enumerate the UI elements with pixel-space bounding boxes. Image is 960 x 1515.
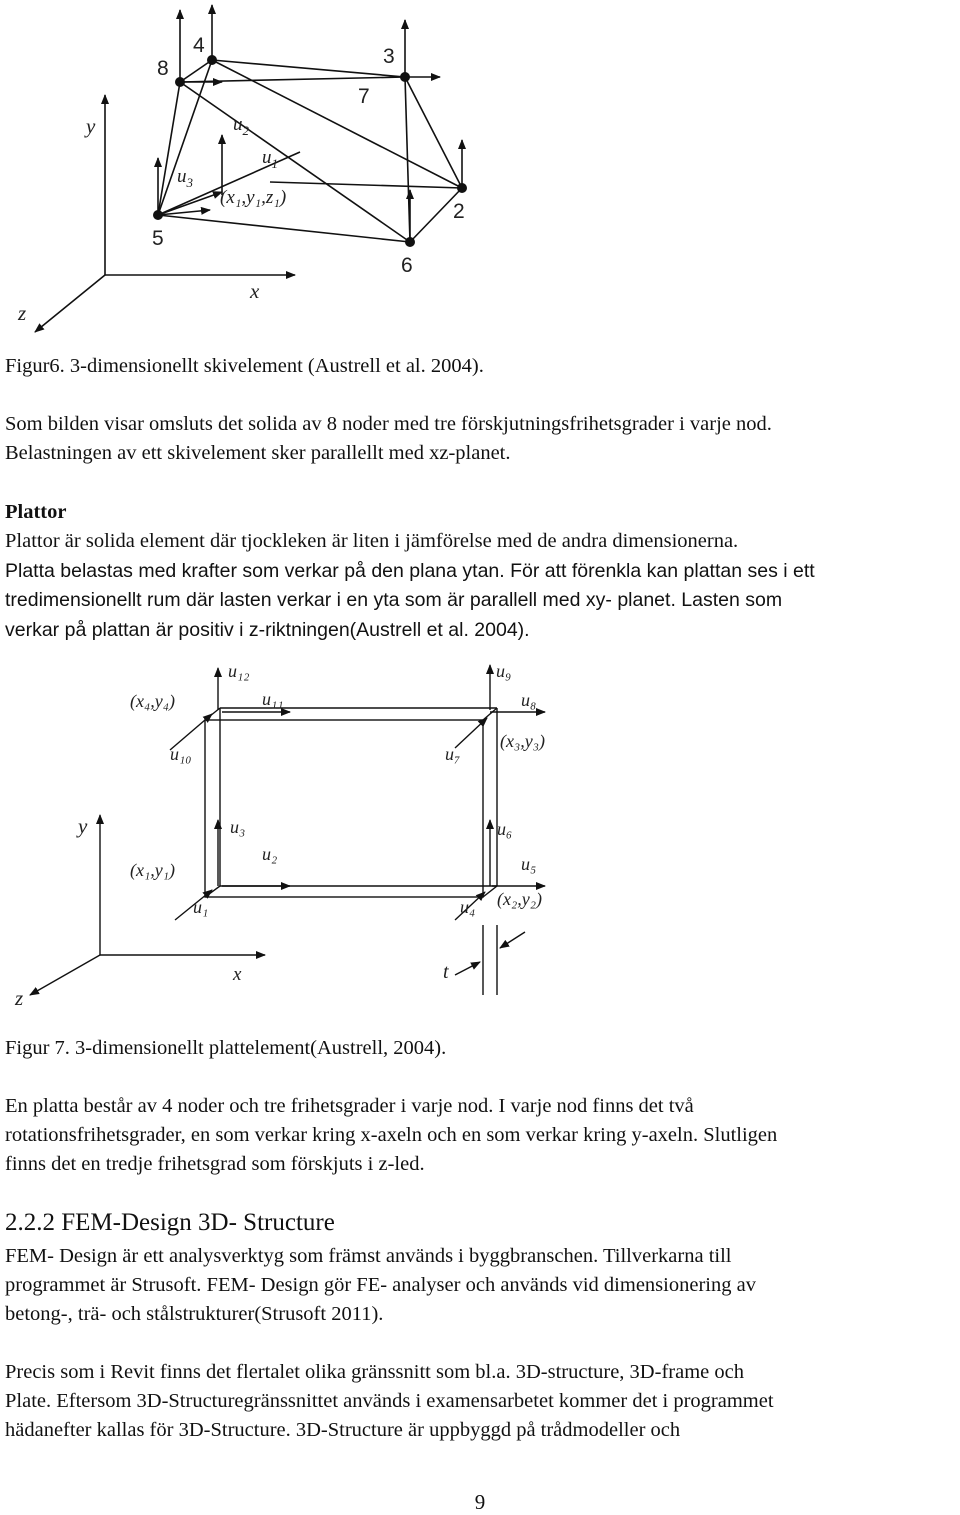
figure-7-plate-element <box>0 650 960 1020</box>
thickness-label: t <box>443 961 449 983</box>
axis-label-z: z <box>15 986 24 1010</box>
paragraph-3-line-3: hädanefter kallas för 3D-Structure. 3D-Structure är uppbyggd på trådmodeller och <box>5 1419 681 1441</box>
plattor-line-2: Platta belastas med krafter som verkar på den plana ytan. För att förenkla kan plattan ses i ett <box>5 560 815 582</box>
paragraph-3-line-2: Plate. Eftersom 3D-Structuregränssnittet används i examensarbetet kommer det i programmet <box>5 1390 774 1412</box>
dof-label-u1: $u_1$ <box>262 147 278 171</box>
coord-label-node-1: (x₁,y₁) <box>130 860 175 880</box>
section-line-3: betong-, trä- och stålstrukturer(Strusoft 2011). <box>5 1303 384 1325</box>
dof-label-u10: u₁₀ <box>170 744 192 764</box>
node-dots <box>153 55 467 247</box>
dof-label-u3: $u_3$ <box>177 166 193 190</box>
node-label-4: 4 <box>193 34 205 57</box>
dof-label-u4: u₄ <box>460 897 476 917</box>
coord-label-node-4: (x₄,y₄) <box>130 691 175 711</box>
dof-label-u11: u₁₁ <box>262 689 284 709</box>
dof-label-u2: $u_2$ <box>233 114 249 138</box>
dof-label-u8: u₈ <box>521 690 537 710</box>
dof-label-u5: u₅ <box>521 854 537 874</box>
section-heading: 2.2.2 FEM-Design 3D- Structure <box>5 1209 335 1236</box>
dof-label-u7: u₇ <box>445 744 461 764</box>
node-label-8: 8 <box>157 57 169 80</box>
dof-label-u9: u₉ <box>496 661 512 681</box>
dof-label-u3: u₃ <box>230 817 246 837</box>
paragraph-1-line-1: Som bilden visar omsluts det solida av 8 noder med tre förskjutningsfrihetsgrader i varje nod. <box>5 413 772 435</box>
axis-label-z: z <box>18 301 27 325</box>
axis-label-y: y <box>78 814 88 838</box>
paragraph-2-line-1: En platta består av 4 noder och tre frihetsgrader i varje nod. I varje nod finns det två <box>5 1095 694 1117</box>
node-label-2: 2 <box>453 200 465 223</box>
figure-6-solid-element <box>0 0 960 345</box>
node-label-6: 6 <box>401 254 413 277</box>
figure-6-caption: Figur6. 3-dimensionellt skivelement (Austrell et al. 2004). <box>5 355 484 377</box>
paragraph-1-line-2: Belastningen av ett skivelement sker parallellt med xz-planet. <box>5 442 511 464</box>
page-number: 9 <box>474 1490 486 1514</box>
paragraph-2-line-2: rotationsfrihetsgrader, en som verkar kring x-axeln och en som verkar kring y-axeln. Slutligen <box>5 1124 778 1146</box>
paragraph-2-line-3: finns det en tredje frihetsgrad som förskjuts i z-led. <box>5 1153 425 1175</box>
paragraph-3-line-1: Precis som i Revit finns det flertalet olika gränssnitt som bl.a. 3D-structure, 3D-frame och <box>5 1361 744 1383</box>
section-line-1: FEM- Design är ett analysverktyg som främst används i byggbranschen. Tillverkarna till <box>5 1245 732 1267</box>
heading-plattor: Plattor <box>5 501 67 523</box>
dof-label-u6: u₆ <box>497 819 513 839</box>
coord-label-node-2: (x₂,y₂) <box>497 889 542 909</box>
node-label-3: 3 <box>383 45 395 68</box>
axis-label-y: y <box>86 114 96 138</box>
coord-label-node-3: (x₃,y₃) <box>500 731 545 751</box>
node-label-7: 7 <box>358 85 370 108</box>
plattor-line-4: verkar på plattan är positiv i z-riktningen(Austrell et al. 2004). <box>5 619 530 641</box>
coord-label-node-1: (x₁,y₁,z₁) <box>220 187 287 208</box>
dof-label-u1: u₁ <box>193 897 209 917</box>
section-line-2: programmet är Strusoft. FEM- Design gör FE- analyser och används vid dimensionering av <box>5 1274 756 1296</box>
axis-label-x: x <box>233 964 242 985</box>
plattor-line-1: Plattor är solida element där tjockleken är liten i jämförelse med de andra dimensionerna. <box>5 530 739 552</box>
figure-7-caption: Figur 7. 3-dimensionellt plattelement(Austrell, 2004). <box>5 1037 447 1059</box>
axis-label-x: x <box>250 279 260 303</box>
plattor-line-3: tredimensionellt rum där lasten verkar i en yta som är parallell med xy- planet. Lasten som <box>5 589 783 611</box>
dof-label-u12: u₁₂ <box>228 661 250 681</box>
dof-label-u2: u₂ <box>262 844 278 864</box>
node-label-5: 5 <box>152 227 164 250</box>
